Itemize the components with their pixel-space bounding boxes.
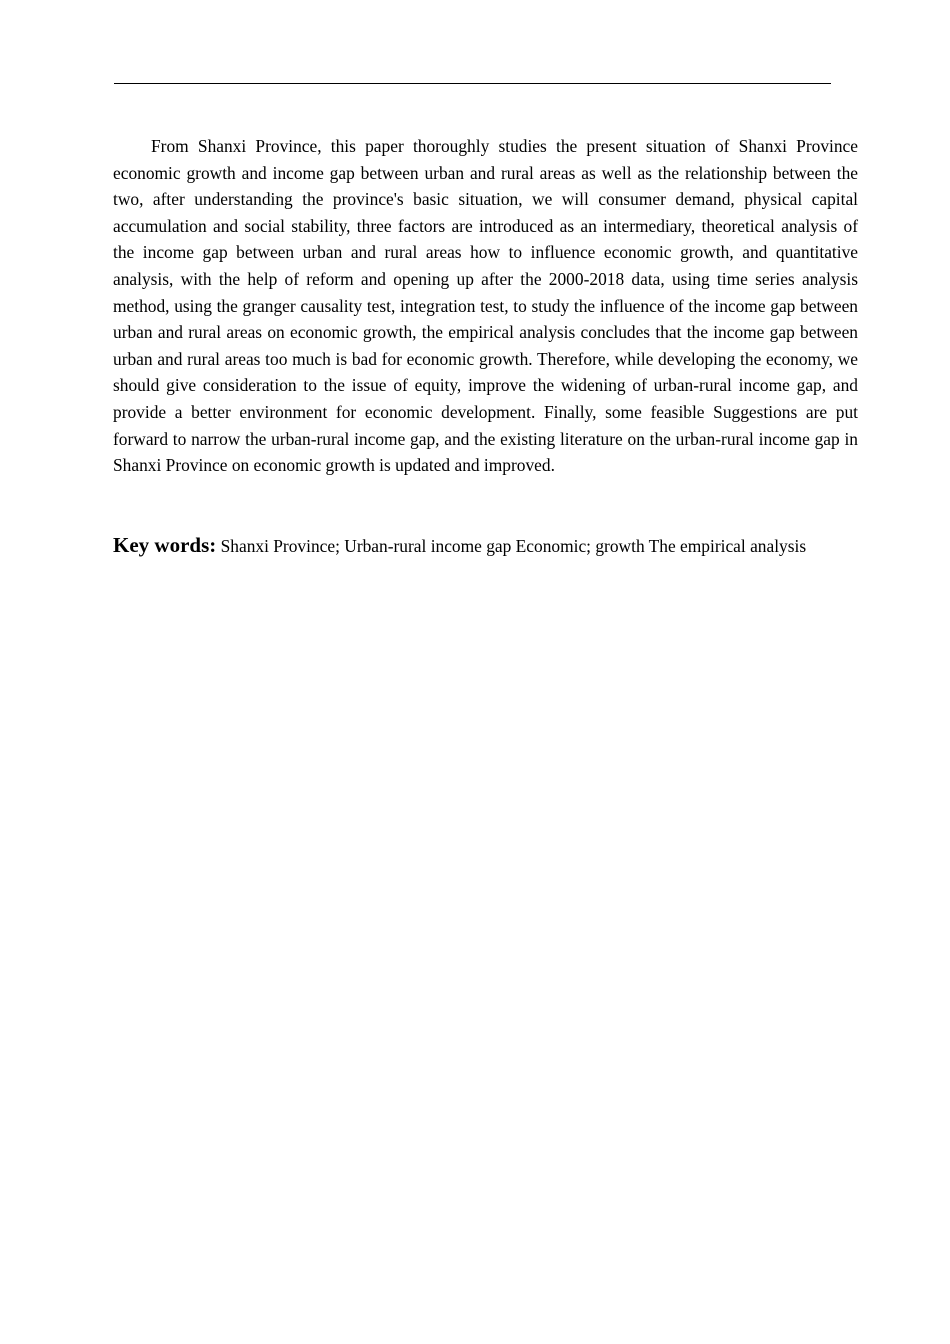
header-rule [114, 83, 831, 84]
abstract-paragraph: From Shanxi Province, this paper thoroughly studies the present situation of Shanxi Province economic growth and income gap between urban and rural areas as well as the relationship between the two, after understanding the province's basic situation, we will consumer demand, physical capital accumulation and social stability, three factors are introduced as an intermediary, theoretical analysis of the income gap between urban and rural areas how to influence economic growth, and quantitative analysis, with the help of reform and opening up after the 2000-2018 data, using time series analysis method, using the granger causality test, integration test, to study the influence of the income gap between urban and rural areas on economic growth, the empirical analysis concludes that the income gap between urban and rural areas too much is bad for economic growth. Therefore, while developing the economy, we should give consideration to the issue of equity, improve the widening of urban-rural income gap, and provide a better environment for economic development. Finally, some feasible Suggestions are put forward to narrow the urban-rural income gap, and the existing literature on the urban-rural income gap in Shanxi Province on economic growth is updated and improved. [113, 136, 858, 476]
keywords-label: Key words: [113, 533, 217, 557]
keywords-paragraph [113, 532, 858, 560]
keywords-text: Shanxi Province; Urban-rural income gap Economic; growth The empirical analysis [220, 536, 807, 556]
